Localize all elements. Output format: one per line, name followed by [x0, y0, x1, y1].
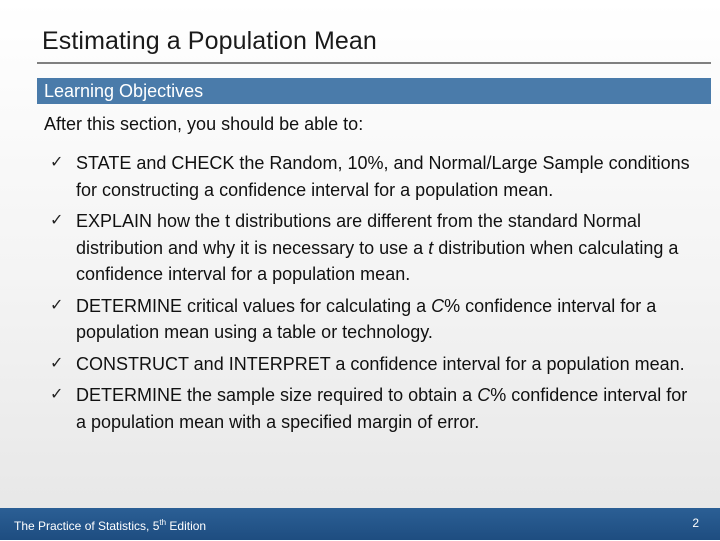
- page-number: 2: [692, 516, 699, 530]
- footer-title-text: The Practice of Statistics, 5: [14, 519, 160, 533]
- objective-item: [50, 208, 690, 288]
- objective-item: [50, 150, 690, 203]
- objective-text: DETERMINE critical values for calculating a: [76, 295, 432, 316]
- objectives-list: [50, 150, 690, 440]
- objective-italic-text: C: [431, 295, 445, 316]
- objective-item: [50, 293, 690, 346]
- intro-text: After this section, you should be able to:: [44, 114, 364, 134]
- objective-italic-text: C: [477, 385, 491, 405]
- title-divider: [37, 62, 711, 64]
- footer-edition-text: Edition: [166, 519, 207, 533]
- footer-book-title: [14, 508, 206, 541]
- objective-text: EXPLAIN how the t distributions are different from the standard Normal distribution and why it is necessary to use a: [76, 211, 641, 258]
- section-heading-bar: [37, 78, 711, 104]
- footer-bar: [0, 508, 720, 540]
- objective-text: CONSTRUCT and INTERPRET a confidence interval for a population mean.: [76, 353, 685, 374]
- objective-text: % confidence interval for a population mean using a table or technology.: [76, 295, 657, 342]
- checkmark-icon: ✓: [50, 212, 64, 229]
- slide-title: Estimating a Population Mean: [42, 27, 377, 55]
- checkmark-icon: ✓: [50, 296, 64, 314]
- section-heading: Learning Objectives: [44, 81, 204, 101]
- objective-item: [50, 382, 690, 435]
- objective-item: [50, 351, 690, 378]
- objective-italic-text: t: [428, 237, 434, 258]
- objective-text: % confidence interval for a population mean with a specified margin of error.: [76, 385, 688, 432]
- objective-text: DETERMINE the sample size required to obtain a: [76, 385, 478, 405]
- objective-text: distribution when calculating a confidence interval for a population mean.: [76, 237, 679, 284]
- checkmark-icon: ✓: [50, 386, 64, 403]
- objective-text: STATE and CHECK the Random, 10%, and Normal/Large Sample conditions for constructing a confidence interval for a population mean.: [76, 153, 690, 200]
- checkmark-icon: ✓: [50, 354, 64, 372]
- footer-superscript: th: [159, 518, 167, 527]
- checkmark-icon: ✓: [50, 154, 64, 171]
